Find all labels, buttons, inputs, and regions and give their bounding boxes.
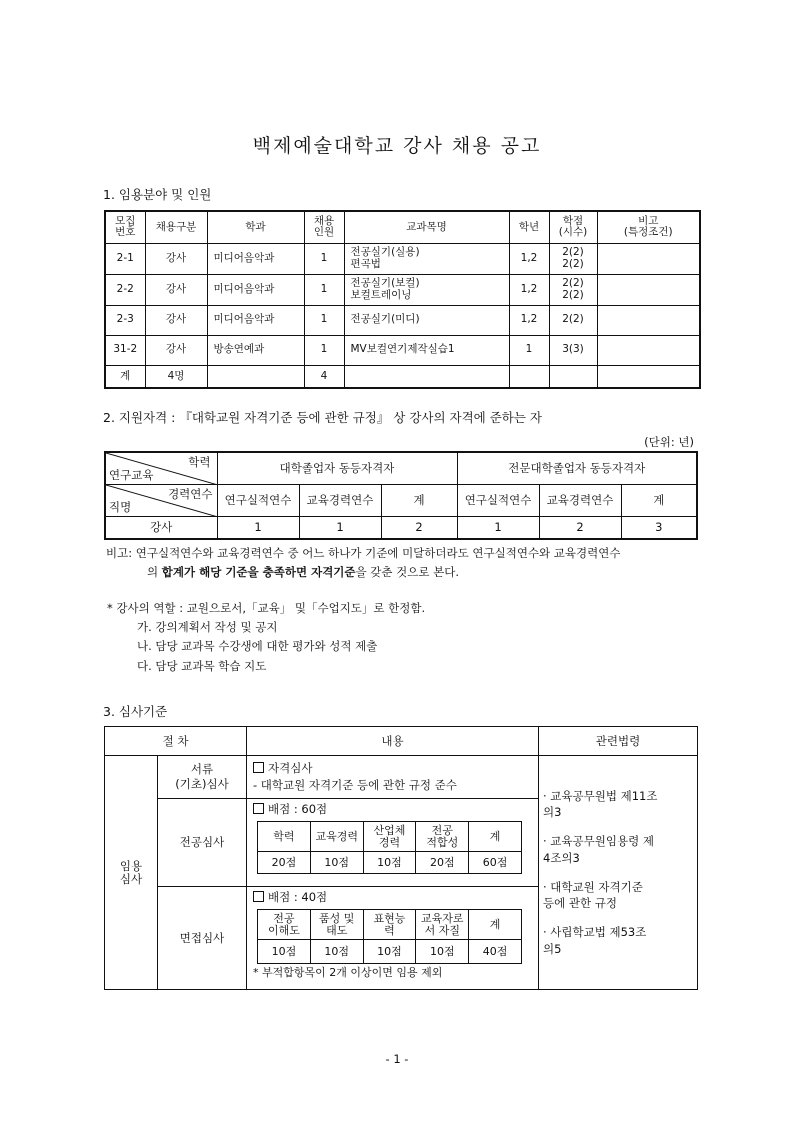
- score-header: 전공 이해도: [258, 910, 311, 940]
- group-header-college: 전문대학졸업자 동등자격자: [457, 452, 697, 484]
- stage-main-label: 임용 심사: [105, 756, 158, 990]
- checkbox-icon: [253, 803, 264, 814]
- score-value: 10점: [416, 940, 469, 964]
- empty-cell: [549, 365, 597, 388]
- stage1-check-line: [253, 760, 538, 777]
- cell-note: [597, 274, 700, 305]
- score-value: 20점: [416, 852, 469, 874]
- table-row: [105, 516, 697, 539]
- score-header: 계: [469, 822, 522, 852]
- header-cell: 채용구분: [145, 211, 207, 243]
- corner-cell-bottom: [105, 484, 217, 516]
- subheader-cell: 교육경력연수: [539, 484, 621, 516]
- role-item: 나. 담당 교과목 수강생에 대한 평가와 성적 제출: [137, 639, 378, 653]
- empty-cell: [344, 365, 509, 388]
- unit-label: (단위: 년): [644, 435, 694, 449]
- header-cell: 모집 번호: [105, 211, 145, 243]
- score-header: 학력: [258, 822, 311, 852]
- value-cell: 2: [381, 516, 457, 539]
- score-header: 교육경력: [310, 822, 363, 852]
- score-value: 60점: [469, 852, 522, 874]
- cell-credit: 3(3): [549, 335, 597, 365]
- page-title: 백제예술대학교 강사 채용 공고: [252, 135, 542, 157]
- empty-cell: [207, 365, 304, 388]
- qualification-table: [104, 451, 698, 540]
- cell-count: 1: [304, 305, 344, 335]
- checkbox-icon: [253, 891, 264, 902]
- subheader-cell: 교육경력연수: [299, 484, 381, 516]
- cell-no: 2-1: [105, 243, 145, 274]
- cell-grade: 1: [509, 335, 549, 365]
- score-value: 40점: [469, 940, 522, 964]
- law-item: · 교육공무원임용령 제 4조의3: [543, 834, 654, 865]
- score-value: 10점: [258, 940, 311, 964]
- table-row: [105, 335, 700, 365]
- law-item: · 사립학교법 제53조 의5: [543, 924, 647, 956]
- score-value: 20점: [258, 852, 311, 874]
- corner-label-research: 연구교육: [109, 468, 154, 483]
- cell-dept: 미디어음악과: [207, 274, 304, 305]
- corner-label-position: 직명: [109, 500, 132, 515]
- cell-type: 강사: [145, 274, 207, 305]
- cell-grade: 1,2: [509, 243, 549, 274]
- total-type: 4명: [145, 365, 207, 388]
- section2-heading: 2. 지원자격 : 『대학교원 자격기준 등에 관한 규정』 상 강사의 자격에 준하는 자: [103, 410, 542, 425]
- stage2-score: 배점 : 60점: [268, 802, 328, 816]
- note-text: 의: [147, 565, 162, 579]
- cell-grade: 1,2: [509, 305, 549, 335]
- stage1-content: [247, 756, 539, 799]
- header-cell: 학과: [207, 211, 304, 243]
- law-cell: [539, 756, 698, 990]
- score-value: 10점: [363, 940, 416, 964]
- cell-no: 31-2: [105, 335, 145, 365]
- score-header: 계: [469, 910, 522, 940]
- cell-credit: 2(2) 2(2): [549, 243, 597, 274]
- evaluation-table: [104, 726, 698, 990]
- value-cell: 1: [457, 516, 539, 539]
- note-line-2: [147, 564, 459, 580]
- subheader-cell: 연구실적연수: [217, 484, 299, 516]
- stage2-score-table: [257, 821, 522, 874]
- section3-heading: 3. 심사기준: [103, 704, 168, 719]
- cell-count: 1: [304, 274, 344, 305]
- corner-cell-top: [105, 452, 217, 484]
- checkbox-icon: [253, 762, 264, 773]
- law-item: · 교육공무원법 제11조 의3: [543, 788, 658, 820]
- note-line-1: 비고: 연구실적연수와 교육경력연수 중 어느 하나가 기준에 미달하더라도 연구실적연수와 교육경력연수: [106, 546, 621, 560]
- cell-credit: 2(2): [549, 305, 597, 335]
- score-header: 산업체 경력: [363, 822, 416, 852]
- cell-type: 강사: [145, 305, 207, 335]
- cell-no: 2-3: [105, 305, 145, 335]
- cell-dept: 미디어음악과: [207, 305, 304, 335]
- header-cell: 비고 (특정조건): [597, 211, 700, 243]
- cell-no: 2-2: [105, 274, 145, 305]
- score-header: 표현능 력: [363, 910, 416, 940]
- empty-cell: [597, 365, 700, 388]
- cell-subject: 전공실기(미디): [344, 305, 509, 335]
- stage3-score-table: [257, 909, 522, 964]
- cell-dept: 미디어음악과: [207, 243, 304, 274]
- stage3-label: 면접심사: [158, 887, 247, 990]
- cell-type: 강사: [145, 243, 207, 274]
- stage3-score: 배점 : 40점: [268, 890, 328, 904]
- header-step: 절 차: [105, 727, 247, 756]
- stage3-score-line: [253, 891, 538, 903]
- cell-subject: MV보컬연기제작실습1: [344, 335, 509, 365]
- cell-note: [597, 335, 700, 365]
- section1-heading: 1. 임용분야 및 인원: [103, 187, 212, 202]
- role-item: 가. 강의계획서 작성 및 공지: [137, 620, 278, 634]
- cell-credit: 2(2) 2(2): [549, 274, 597, 305]
- stage2-content: [247, 799, 539, 887]
- corner-label-career: 경력연수: [168, 486, 213, 501]
- stage1-line2: - 대학교원 자격기준 등에 관한 규정 준수: [253, 778, 457, 792]
- cell-subject: 전공실기(실용) 편곡법: [344, 243, 509, 274]
- score-value: 10점: [310, 940, 363, 964]
- note-text: 을 갖춘 것으로 본다.: [355, 565, 460, 579]
- total-count: 4: [304, 365, 344, 388]
- score-header: 교육자로 서 자질: [416, 910, 469, 940]
- total-label: 계: [105, 365, 145, 388]
- row-label: 강사: [105, 516, 217, 539]
- page-number: - 1 -: [385, 1052, 409, 1066]
- cell-dept: 방송연예과: [207, 335, 304, 365]
- cell-type: 강사: [145, 335, 207, 365]
- stage3-content: [247, 887, 539, 990]
- stage2-score-line: [253, 803, 538, 815]
- table-row: [105, 243, 700, 274]
- cell-grade: 1,2: [509, 274, 549, 305]
- stage1-line1: 자격심사: [268, 761, 313, 776]
- header-law: 관련법령: [539, 727, 698, 756]
- stage1-label: 서류 (기초)심사: [158, 756, 247, 799]
- total-row: [105, 365, 700, 388]
- header-content: 내용: [247, 727, 539, 756]
- header-cell: 학년: [509, 211, 549, 243]
- stage3-footnote: * 부적합항목이 2개 이상이면 임용 제외: [253, 966, 443, 980]
- score-value: 10점: [310, 852, 363, 874]
- empty-cell: [509, 365, 549, 388]
- stage2-label: 전공심사: [158, 799, 247, 887]
- score-header: 전공 적합성: [416, 822, 469, 852]
- table-row: [105, 305, 700, 335]
- table-row: [105, 274, 700, 305]
- note-bold-text: 합계가 해당 기준을 충족하면 자격기준: [161, 565, 356, 579]
- recruitment-table: [104, 210, 701, 389]
- group-header-university: 대학졸업자 동등자격자: [217, 452, 457, 484]
- table-header-row: [105, 211, 700, 243]
- cell-note: [597, 243, 700, 274]
- subheader-cell: 계: [621, 484, 697, 516]
- law-item: · 대학교원 자격기준 등에 관한 규정: [543, 879, 643, 911]
- value-cell: 2: [539, 516, 621, 539]
- cell-subject: 전공실기(보컬) 보컬트레이닝: [344, 274, 509, 305]
- score-header: 품성 및 태도: [310, 910, 363, 940]
- subheader-cell: 연구실적연수: [457, 484, 539, 516]
- value-cell: 1: [217, 516, 299, 539]
- header-cell: 채용 인원: [304, 211, 344, 243]
- role-item: 다. 담당 교과목 학습 지도: [137, 659, 267, 673]
- value-cell: 1: [299, 516, 381, 539]
- role-line: * 강사의 역할 : 교원으로서,「교육」 및「수업지도」로 한정함.: [107, 601, 426, 615]
- cell-note: [597, 305, 700, 335]
- subheader-cell: 계: [381, 484, 457, 516]
- cell-count: 1: [304, 243, 344, 274]
- header-cell: 학점 (시수): [549, 211, 597, 243]
- corner-label-education: 학력: [188, 455, 211, 469]
- cell-count: 1: [304, 335, 344, 365]
- header-cell: 교과목명: [344, 211, 509, 243]
- score-value: 10점: [363, 852, 416, 874]
- value-cell: 3: [621, 516, 697, 539]
